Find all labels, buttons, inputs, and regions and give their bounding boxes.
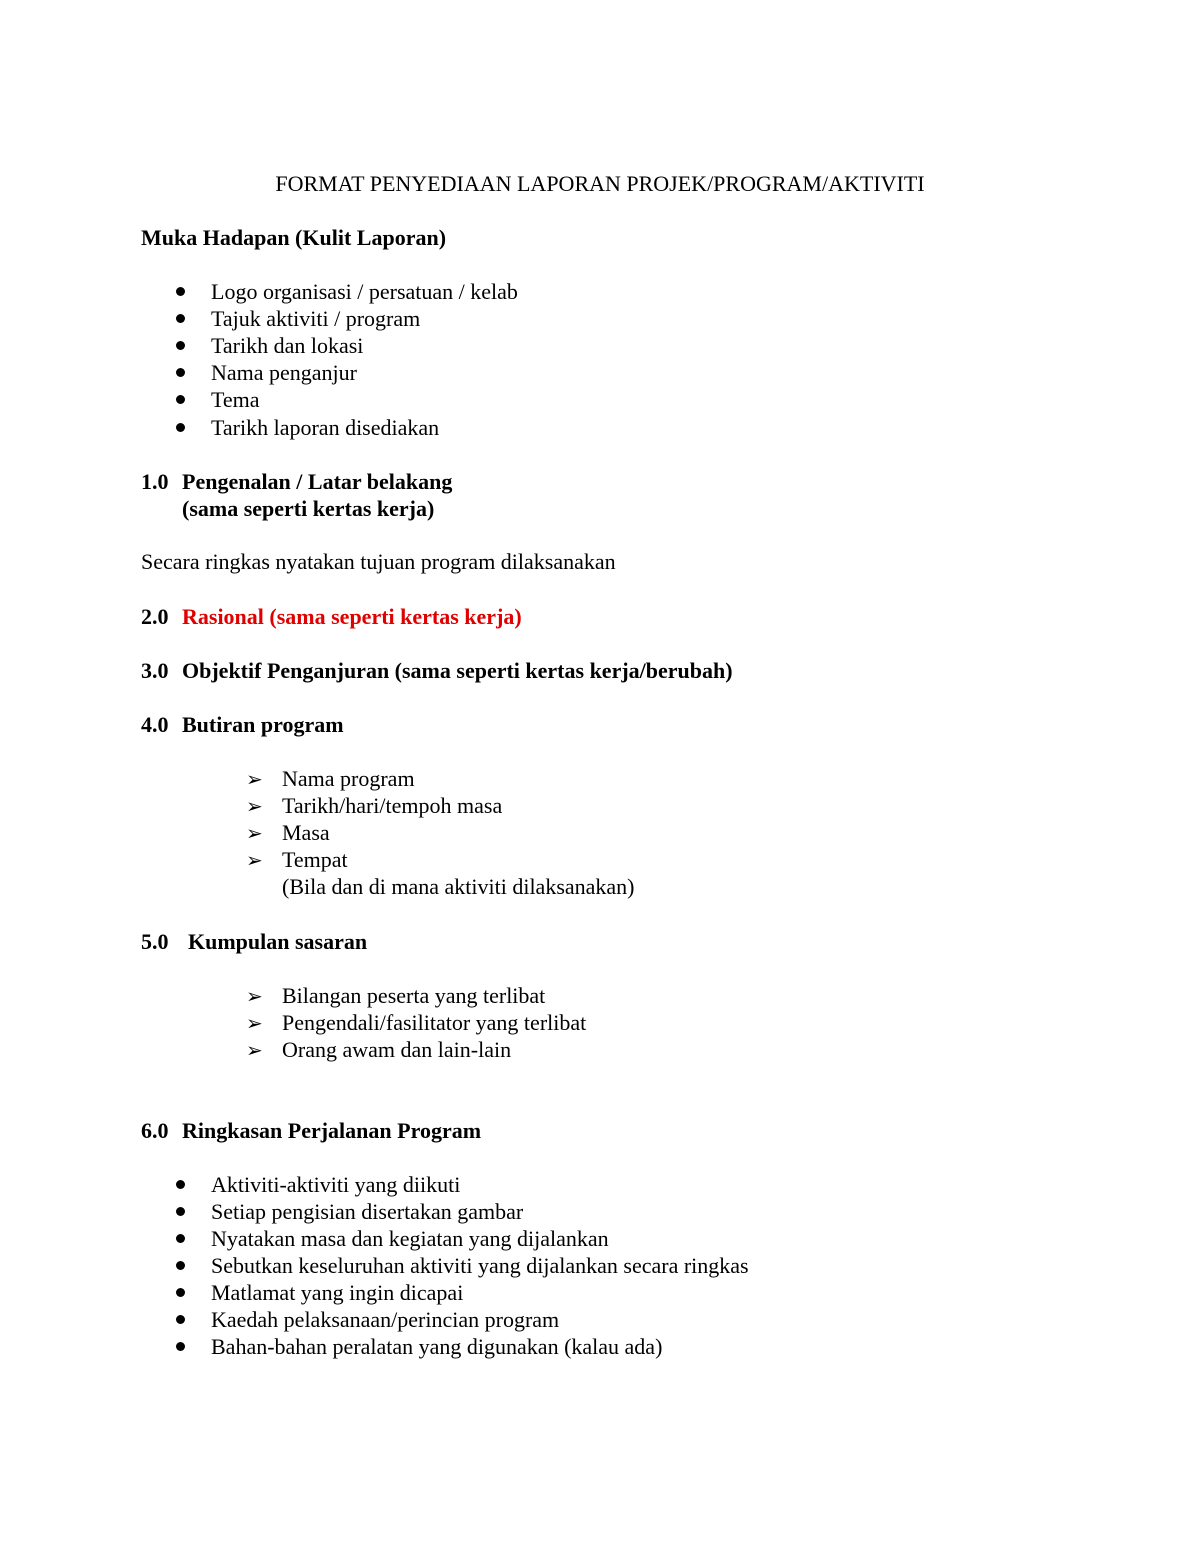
list-item: Tarikh dan lokasi [211,333,364,358]
section-4-title: Butiran program [182,712,344,737]
list-item: Nama penganjur [211,360,357,385]
list-item: Sebutkan keseluruhan aktiviti yang dijalankan secara ringkas [211,1253,749,1278]
bullet-icon [176,314,185,323]
document-title: FORMAT PENYEDIAAN LAPORAN PROJEK/PROGRAM/AKTIVITI [275,171,925,196]
section-3-title: Objektif Penganjuran (sama seperti kertas kerja/berubah) [182,658,733,683]
arrow-bullet-icon: ➢ [246,848,263,872]
arrow-bullet-icon: ➢ [246,984,263,1008]
list-item: Nama program [282,766,415,791]
list-item: Kaedah pelaksanaan/perincian program [211,1307,560,1332]
list-note: (Bila dan di mana aktiviti dilaksanakan) [282,874,635,899]
bullet-icon [176,287,185,296]
section-6-title: Ringkasan Perjalanan Program [182,1118,482,1143]
bullet-icon [176,1207,185,1216]
bullet-icon [176,395,185,404]
bullet-icon [176,1315,185,1324]
arrow-bullet-icon: ➢ [246,1011,263,1035]
section-1-title: Pengenalan / Latar belakang [182,469,453,494]
section-5-number: 5.0 [141,929,169,954]
section-2-title: Rasional (sama seperti kertas kerja) [182,604,522,629]
bullet-icon [176,1234,185,1243]
section-6-number: 6.0 [141,1118,169,1143]
arrow-bullet-icon: ➢ [246,821,263,845]
list-item: Tarikh/hari/tempoh masa [282,793,503,818]
bullet-icon [176,341,185,350]
cover-heading: Muka Hadapan (Kulit Laporan) [141,225,447,250]
section-2-number: 2.0 [141,604,169,629]
list-item: Tempat [282,847,348,872]
list-item: Tema [211,387,260,412]
list-item: Aktiviti-aktiviti yang diikuti [211,1172,461,1197]
arrow-bullet-icon: ➢ [246,794,263,818]
list-item: Matlamat yang ingin dicapai [211,1280,464,1305]
list-item: Nyatakan masa dan kegiatan yang dijalankan [211,1226,609,1251]
bullet-icon [176,1180,185,1189]
arrow-bullet-icon: ➢ [246,767,263,791]
arrow-bullet-icon: ➢ [246,1038,263,1062]
section-3-number: 3.0 [141,658,169,683]
list-item: Masa [282,820,330,845]
list-item: Bilangan peserta yang terlibat [282,983,546,1008]
list-item: Orang awam dan lain-lain [282,1037,512,1062]
list-item: Logo organisasi / persatuan / kelab [211,279,518,304]
list-item: Pengendali/fasilitator yang terlibat [282,1010,587,1035]
bullet-icon [176,1261,185,1270]
section-1-body: Secara ringkas nyatakan tujuan program dilaksanakan [141,549,616,574]
section-1-number: 1.0 [141,469,169,494]
bullet-icon [176,368,185,377]
bullet-icon [176,1288,185,1297]
list-item: Tajuk aktiviti / program [211,306,421,331]
section-1-subtitle: (sama seperti kertas kerja) [182,496,435,521]
list-item: Tarikh laporan disediakan [211,415,440,440]
section-4-number: 4.0 [141,712,169,737]
bullet-icon [176,1342,185,1351]
list-item: Bahan-bahan peralatan yang digunakan (kalau ada) [211,1334,663,1359]
section-5-title: Kumpulan sasaran [188,929,368,954]
bullet-icon [176,423,185,432]
list-item: Setiap pengisian disertakan gambar [211,1199,524,1224]
